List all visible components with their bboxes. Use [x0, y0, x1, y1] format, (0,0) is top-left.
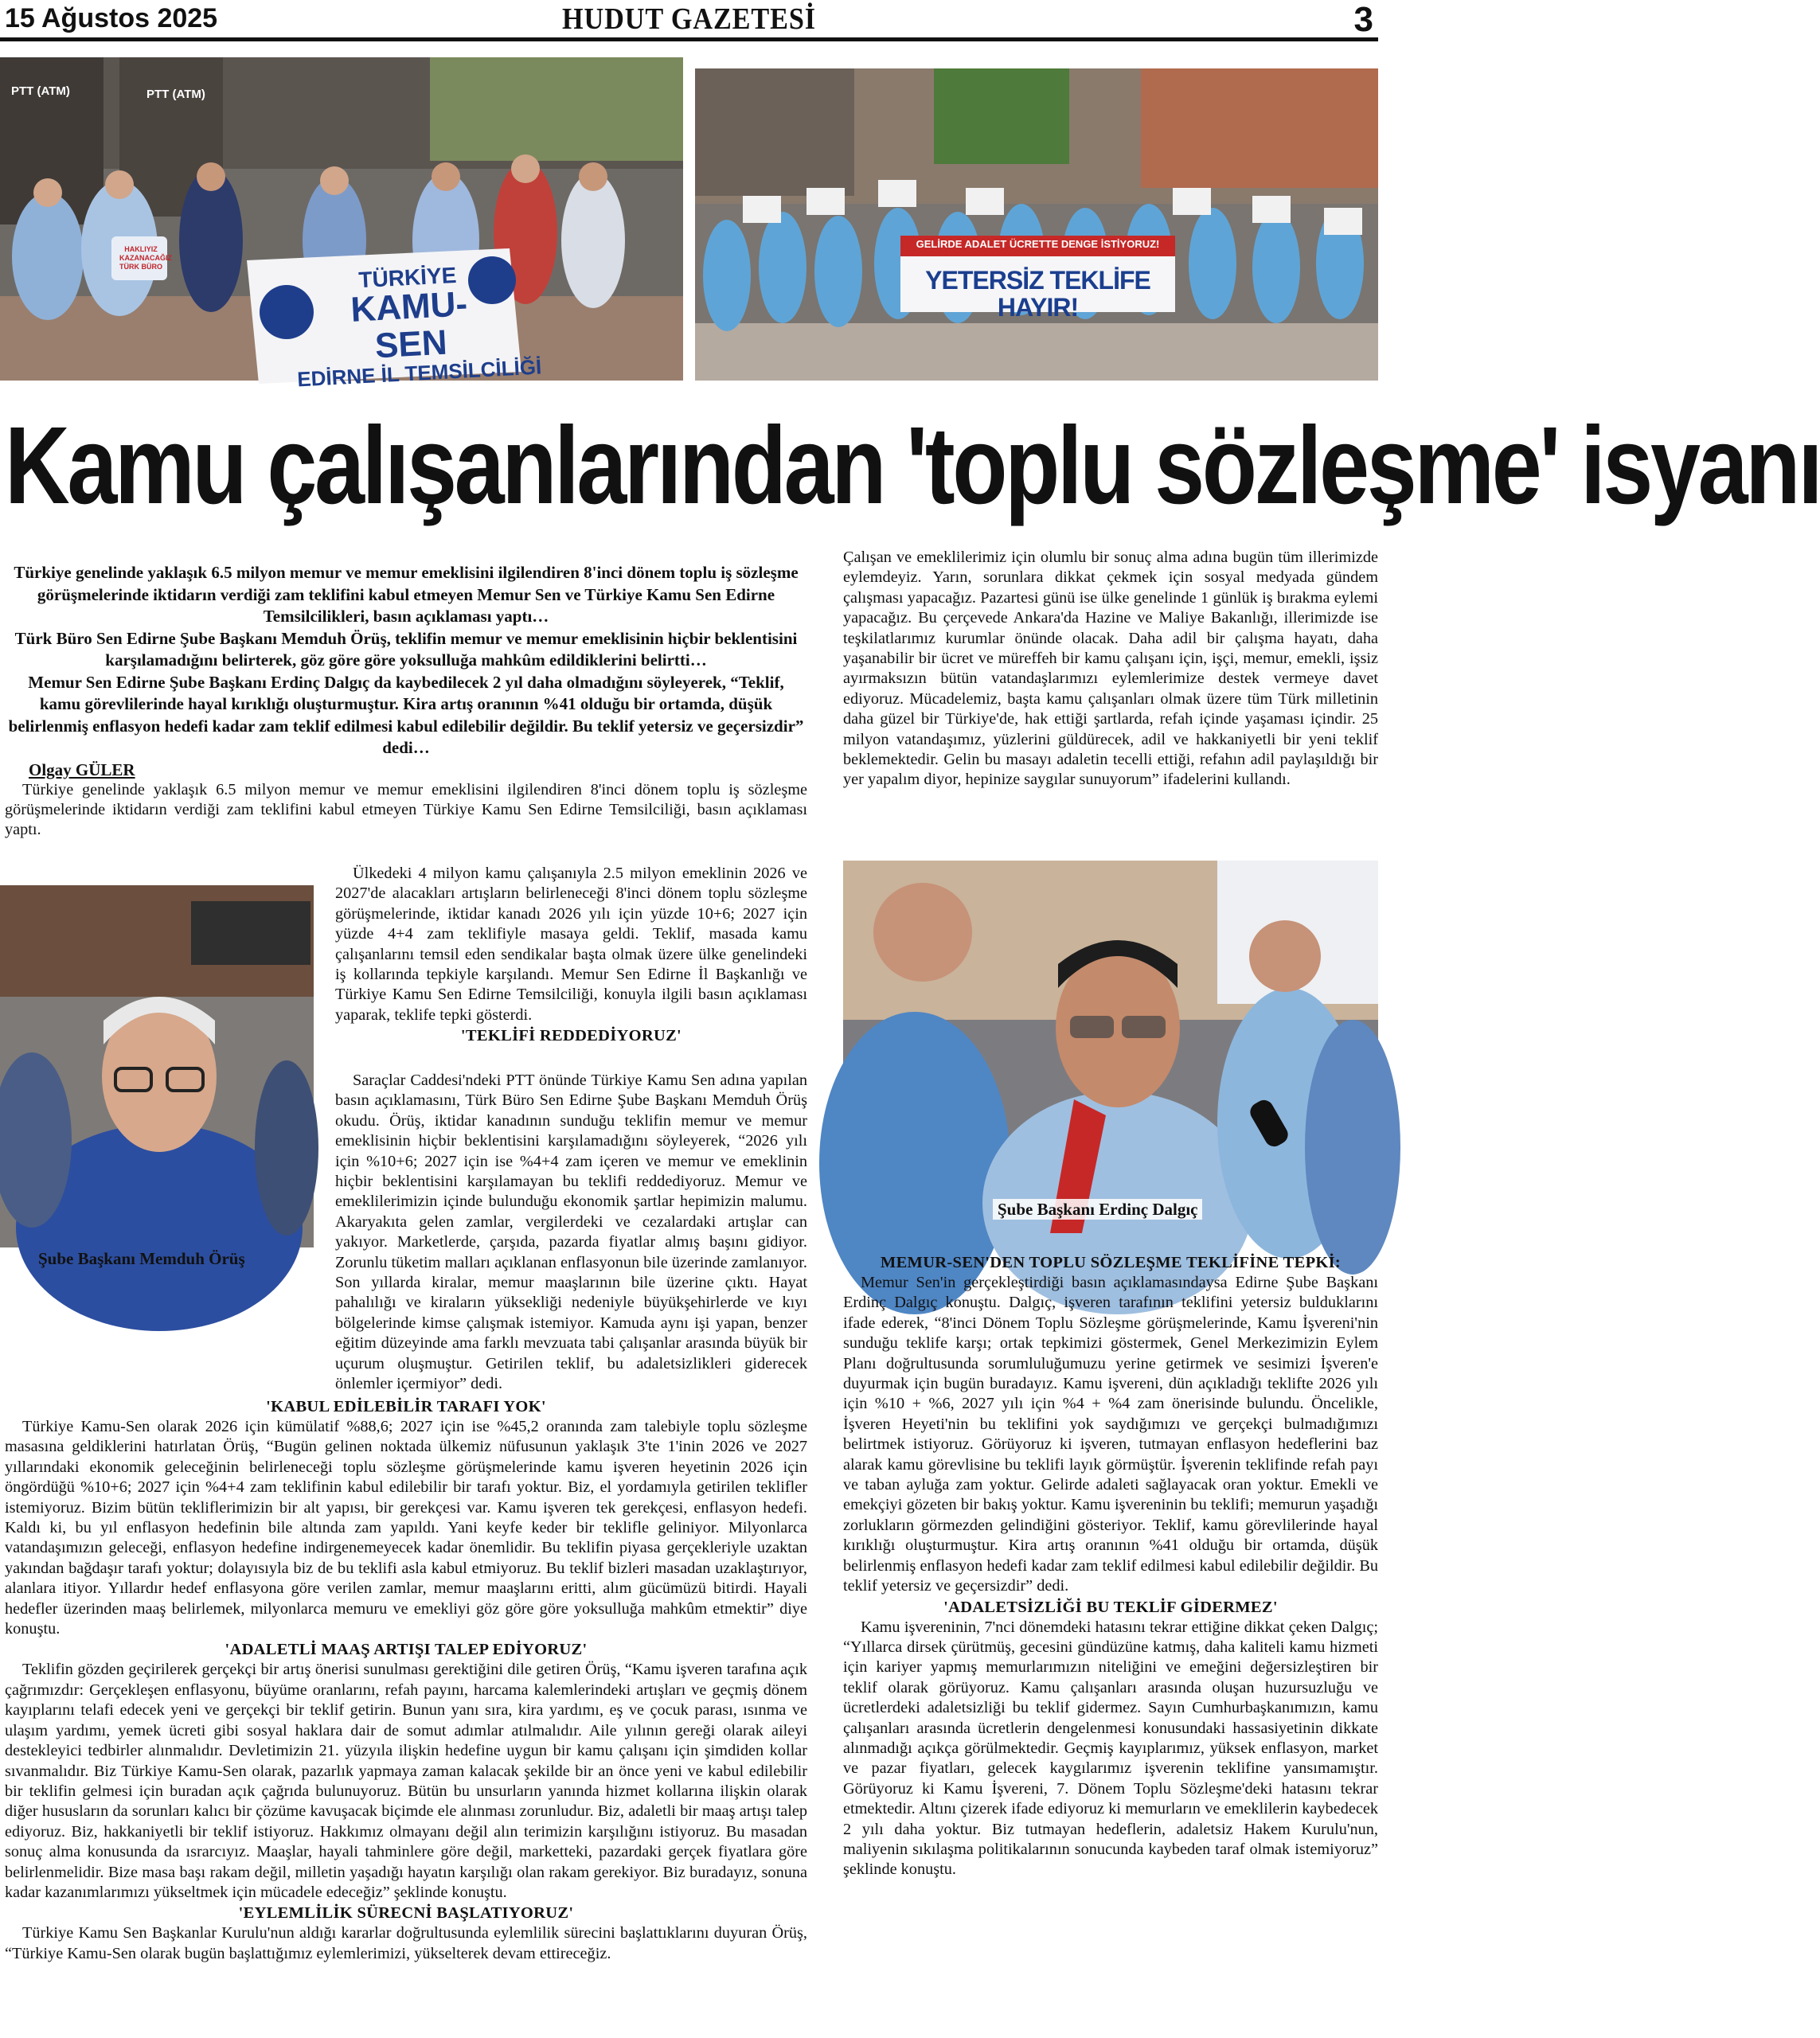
paragraph-ulkedeki: Ülkedeki 4 milyon kamu çalışanıyla 2.5 milyon emeklinin 2026 ve 2027'de alacakları artışların belirleneceği 8'inci dönem toplu sözleşme görüşmelerinde, iktidar kanadı 2026 yılı için yüzde 10+6; 2027 için yüzde 4+4 zam teklifiyle masaya geldi. Teklif, masada kamu çalışanlarını temsil eden sendikalar başta olmak üzere ülke genelindeki iş kollarında tepkiyle karşılandı. Memur Sen Edirne İl Başkanlığı ve Türkiye Kamu Sen Edirne Temsilciliği, konuyla ilgili basın açıklaması yaparak, teklife tepki gösterdi.	[335, 865, 807, 1024]
page-number: 3	[1353, 0, 1373, 39]
lead-paragraph-2: Türk Büro Sen Edirne Şube Başkanı Memduh Örüş, teklifin memur ve memur emeklisinin hiçbir beklentisini karşılamadığını belirterek, göz göre göre yoksulluğa mahkûm edildiklerini belirtti…	[14, 628, 798, 670]
photo-memduh-orus	[0, 885, 314, 1247]
article-column-right-lower	[843, 1252, 1378, 1880]
paragraph-eylem: Türkiye Kamu Sen Başkanlar Kurulu'nun aldığı kararlar doğrultusunda eylemlilik sürecini başlattıklarını duyuran Örüş, “Türkiye Kamu-Sen olarak bugün başlattığımız eylemlerimizi, yükselterek devam ettireceğiz.	[5, 1924, 807, 1962]
byline: Olgay GÜLER	[29, 759, 135, 779]
caption-memduh-orus: Şube Başkanı Memduh Örüş	[38, 1249, 245, 1268]
subheading-memur-sen: MEMUR-SEN'DEN TOPLU SÖZLEŞME TEKLİFİNE TEPKİ:	[880, 1254, 1342, 1271]
subheading-teklifi-reddediyoruz: 'TEKLİFİ REDDEDİYORUZ'	[460, 1027, 682, 1045]
paragraph-adaletli: Teklifin gözden geçirilerek gerçekçi bir artış önerisi sunulması gerektiğini dile getiren Örüş, “Kamu işveren tarafına açık çağrımızdır: Gerçekleşen enflasyonu, büyüme oranlarını, refah payını, harcama kalemlerindeki artışları ve geçmiş dönem kayıplarını telafi edecek yeni ve gerçekçi bir teklif getirin. Bunun yanı sıra, kira yardımı, eş ve çocuk parası, ısınma ve ulaşım yardımı, yemek ücreti gibi sosyal haklara dair de somut adımlar atılmalıdır. Aile yılının gereği olarak aileyi destekleyici tedbirler alınmalıdır. Devletimizin 21. yüzyıla ilişkin hedefine uygun bir kamu çalışanı için şimdiden kollar sıvanmalıdır. Biz Türkiye Kamu-Sen olarak, pazarlık yapmaya zaman kalacak şekilde bir an önce yeni ve kabul edilebilir bir teklifin gelmesi için buradan açık çağrıda bulunuyoruz. Bütün bu unsurların yanında hizmet kollarına ilişkin olarak diğer hususların da sorunları kalıcı bir çözüme kavuşacak biçimde ele alınması zorunludur. Biz, adaletli bir maaş artışı talep ediyoruz. Biz, hakkaniyetli bir teklif istiyoruz. Hakkımız olmayanı değil alın terimizin karşılığını istiyoruz. Bu masadan sonuç alma konusunda da ısrarcıyız. Maaşlar, hayali tahminlere göre değil, marketteki, pazardaki gerçek fiyatlara göre belirlenmelidir. Bize masa başı rakam değil, milletin yaşadığı hayatın karşılığı olan rakam gerekiyor. Biz buradayız, sonuna kadar kazanımlarımızı yükseltmek için mücadele edeceğiz” şeklinde konuştu.	[5, 1661, 807, 1901]
article-column-narrow	[335, 864, 807, 1046]
vest-slogan: HAKLIYIZ KAZANACAĞIZ TÜRK BÜRO	[119, 245, 172, 271]
paragraph-right-1: Çalışan ve emeklilerimiz için olumlu bir sonuç alma adına bugün tüm illerimizde eylemdeyiz. Yarın, sorunlara dikkat çekmek için sosyal medyada gündem çalışması yapacağız. Pazartesi günü ise ülke genelinde 1 günlük iş bırakma eylemi yapacağız. Bu çerçevede Ankara'da Hazine ve Maliye Bakanlığı, illerimizde ise teşkilatlarımız kurumlar önünde olacak. Daha adil bir çalışma hayatı, daha yaşanabilir bir ücret ve müreffeh bir kamu çalışanı için, işçi, memur, emekli, işsiz ayırmaksızın bütün vatandaşlarımızı eylemlerimize destek vermeye davet ediyoruz. Mücadelemiz, başta kamu çalışanları olmak üzere tüm Türk milletinin daha güzel bir Türkiye'de, hak ettiği şartlarda, refah içinde yaşaması içindir. 25 milyon vatandaşımız, yüzlerini güldürecek, adil ve hakkaniyetli bir yeni teklif beklemektedir. Gelin bu masayı adaletin tecelli ettiği, refahın adil paylaşıldığı bir yer yapalım diyor, hepinize saygılar sunuyorum” ifadelerini kullandı.	[843, 549, 1378, 789]
photo-erdinc-dalgic	[843, 861, 1378, 1233]
paragraph-saraclar-narrow	[335, 1071, 807, 1395]
paragraph-kabul: Türkiye Kamu-Sen olarak 2026 için kümülatif %88,6; 2027 için ise %45,2 oranında zam talebiyle toplu sözleşme masasına geldiklerini hatırlatan Örüş, “Bugün gelinen noktada ülkemiz nüfusunun yaklaşık 3'te 1'inin 2026 ve 2027 yıllarındaki ekonomik geleceğinin belirleneceği toplu sözleşme görüşmelerinde kamu işveren heyetinin 2026 için öngördüğü %10+6; 2027 için %4+4 zam teklifinin kabul edilebilir bir tarafı yoktur. Biz, el yordamıyla getirilen teklifler istemiyoruz. Bizim bütün tekliflerimizin bir alt yapısı, bir gerekçesi var. Kamu işveren tek gerekçesi, enflasyon hedefi. Kaldı ki, bu yıl enflasyon hedefinin bile altında zam yapıldı. Yani keyfe keder bir teklifle geliniyor. Milyonlarca vatandaşımızın geleceği, enflasyon hedefine indirgenemeyecek kadar önemlidir. Bu teklifin piyasa gerçekleriyle uzaktan yakından bağdaşır tarafı yoktur; dolayısıyla biz de bu teklifi asla kabul etmiyoruz. Bu teklif bizleri masadan uzaklaştırıyor, alanlara itiyor. Yıllardır hedef enflasyona göre verilen zamlar, memur maaşlarını eritti, alım gücümüzü bitirdi. Hayali hedefler üzerinden maaş belirlemek, milyonlarca memuru ve emekliyi göz göre göre yoksulluğa mahkûm etmektir” diye konuştu.	[5, 1418, 807, 1638]
photo-memur-sen-protest	[695, 68, 1378, 381]
sign-ptt-2: PTT (ATM)	[146, 88, 205, 101]
sign-ptt-1: PTT (ATM)	[11, 84, 70, 98]
subheading-eylemlilik: 'EYLEMLİLİK SÜRECNİ BAŞLATIYORUZ'	[238, 1904, 574, 1923]
banner-yetersiz-teklif: YETERSİZ TEKLİFE HAYIR!	[925, 266, 1150, 322]
subheading-kabul-edilebilir: 'KABUL EDİLEBİLİR TARAFI YOK'	[266, 1398, 546, 1415]
subheading-adaletli-maas: 'ADALETLİ MAAŞ ARTIŞI TALEP EDİYORUZ'	[225, 1641, 588, 1659]
headline: Kamu çalışanlarından 'toplu sözleşme' isyanı	[5, 404, 1820, 527]
banner-line-1: TÜRKİYE	[357, 262, 458, 293]
photo-kamu-sen-protest	[0, 57, 683, 392]
masthead	[0, 0, 1378, 41]
paragraph-memur-sen: Memur Sen'in gerçekleştirdiği basın açıklamasındaysa Edirne Şube Başkanı Erdinç Dalgıç konuştu. Dalgıç, işveren tarafının teklifini yetersiz bulduklarını ifade ederek, “8'inci Dönem Toplu Sözleşme görüşmelerinde, Kamu İşvereni'nin sunduğu teklife karşı; ortak tepkimizi göstermek, Genel Merkezimizin Eylem Planı doğrultusunda sorumluluğumuzu yerine getirmek ve sesimizi İşveren'e duyurmak için bugün buradayız. Kamu işvereni, dün açıkladığı teklifte 2026 yılı için %10 + %6, 2027 yılı için %4 + %4 zam önerisinde bulundu. Öncelikle, İşveren Heyeti'nin bu teklifini yok saydığımızı ve gerçekçi bulmadığımızı belirtmek istiyoruz. Görüyoruz ki işveren, tutmayan enflasyon hedeflerini baz alarak kamu görevlisine bu teklifi layık görmüştür. İşverenin teklifinde refah payı ve taban ayluğa zam yoktur. Gelirde adaleti sağlayacak oran yoktur. Emekli ve emekçiyi gözeten bir bakış yoktur. Kamu işvereninin bu teklifi; memurun yaşadığı zorlukların görmezden gelindiğini gösteriyor. Teklif, kamu görevlilerinde hayal kırıklığı oluşturmuştur. Kira artış oranının %41 olduğu bir ortamda, düşük belirlenmiş enflasyon hedefi kadar zam teklif edilmesi kabul edilebilir değildir. Bu teklif yetersiz ve geçersizdir” dedi.	[843, 1274, 1378, 1595]
article-column-right-top	[843, 548, 1378, 791]
banner-kamu-sen	[296, 261, 542, 392]
subheading-adaletsizligi: 'ADALETSİZLİĞİ BU TEKLİF GİDERMEZ'	[943, 1598, 1278, 1616]
article-column-left-lower	[5, 1396, 807, 1964]
banner-line-2: KAMU-SEN	[350, 284, 469, 365]
newspaper-name: HUDUT GAZETESİ	[562, 2, 816, 36]
paragraph-saraclar: Saraçlar Caddesi'ndeki PTT önünde Türkiye Kamu Sen adına yapılan basın açıklamasını, Türk Büro Sen Edirne Şube Başkanı Memduh Örüş okudu. Örüş, iktidar kanadının sunduğu teklifin memur ve memur emeklisinin hiçbir beklentisini karşılamadığını söyleyerek, “2026 yılı için %10+6; 2027 için ise %4+4 zam içeren ve memur ve emeklinin hiçbir beklentisini karşılamayan bu teklifi reddediyoruz. Memur ve emeklilerimizin içinde bulunduğu ekonomik şartlar hepimizin malumu. Akaryakıta gelen zamlar, vergilerdeki ve cezalardaki artışlar can yakıyor. Marketlerde, çarşıda, pazarda fiyatlar almış başını gidiyor. Zorunlu tüketim malları açıklanan enflasyonun bile üzerinde zamlanıyor. Son yıllarda kiralar, memur maaşlarının bile üzerine çıktı. Hayat pahalılığı ve kiraların yüksekliği nedeniyle büyükşehirlerde ve kıyı bölgelerinde kimse çalışmak istemiyor. Kamuda aynı işi yapan, benzer eğitim düzeyinde ama farklı mevzuata tabi çalışanlar arasında büyük bir uçurum oluşmuştur. Getirilen teklif, bu adaletsizlikleri giderecek önlemler içermiyor” dedi.	[335, 1072, 807, 1393]
paragraph-adaletsiz: Kamu işvereninin, 7'nci dönemdeki hatasını tekrar ettiğine dikkat çeken Dalgıç; “Yıllarca dirsek çürütmüş, gecesini gündüzüne katmış, daha kaliteli kamu hizmeti için kariyer yapmış memurlarımızın niteliğini ve emeğini değersizleştiren bir teklif olarak görüyoruz. Kamu çalışanları arasında oluşan huzursuzluğu ve ücretlerdeki adaletsizliği bu teklif gidermez. Sayın Cumhurbaşkanımızın, kamu çalışanları arasında ücretlerin dengelenmesi konusundaki hassasiyetinin dikkate alınmadığı açıkça görülmektedir. Geçmiş kayıplarımız, yüksek enflasyon, market ve pazar fiyatları, gelecek kaygılarımız işverenin teklifine yansımamıştır. Görüyoruz ki Kamu İşvereni, 7. Dönem Toplu Sözleşme'deki hatasını tekrar etmektedir. Altını çizerek ifade ediyoruz ki memurların ve emeklilerin kaybedecek 2 yılı daha yoktur. Biz tutmayan hedeflerin, adaletsiz Hakem Kurulu'nun, maliyenin sıkılaşma politikalarının sonucunda kaybeden taraf olmak istemiyoruz” şeklinde konuştu.	[843, 1618, 1378, 1879]
issue-date: 15 Ağustos 2025	[5, 3, 218, 33]
lead-paragraph-3: Memur Sen Edirne Şube Başkanı Erdinç Dalgıç da kaybedilecek 2 yıl daha olmadığını söyleyerek, “Teklif, kamu görevlilerinde hayal kırıklığı oluşturmuştur. Kira artış oranının %41 olduğu bir ortamda, düşük belirlenmiş enflasyon hedefi kadar zam teklif edilmesi kabul edilebilir değildir. Bu teklif yetersiz ve geçersizdir” dedi…	[8, 672, 804, 757]
lead-paragraph-1: Türkiye genelinde yaklaşık 6.5 milyon memur ve memur emeklisini ilgilendiren 8'inci dönem toplu iş sözleşme görüşmelerinde iktidarın verdiği zam teklifini kabul etmeyen Memur Sen ve Türkiye Kamu Sen Edirne Temsilcilikleri, basın açıklaması yaptı…	[14, 563, 799, 626]
banner-line-3: EDİRNE İL TEMSİLCİLİĞİ	[296, 354, 542, 392]
banner-gelirde-adalet: GELİRDE ADALET ÜCRETTE DENGE İSTİYORUZ!	[916, 238, 1160, 250]
caption-erdinc-dalgic: Şube Başkanı Erdinç Dalgıç	[993, 1199, 1202, 1220]
article-lead-block	[5, 562, 807, 841]
intro-paragraph: Türkiye genelinde yaklaşık 6.5 milyon memur ve memur emeklisini ilgilendiren 8'inci dönem toplu iş sözleşme görüşmelerinde iktidarın verdiği zam teklifini kabul etmeyen Türkiye Kamu Sen Edirne Temsilciliği, basın açıklaması yaptı.	[5, 780, 807, 839]
